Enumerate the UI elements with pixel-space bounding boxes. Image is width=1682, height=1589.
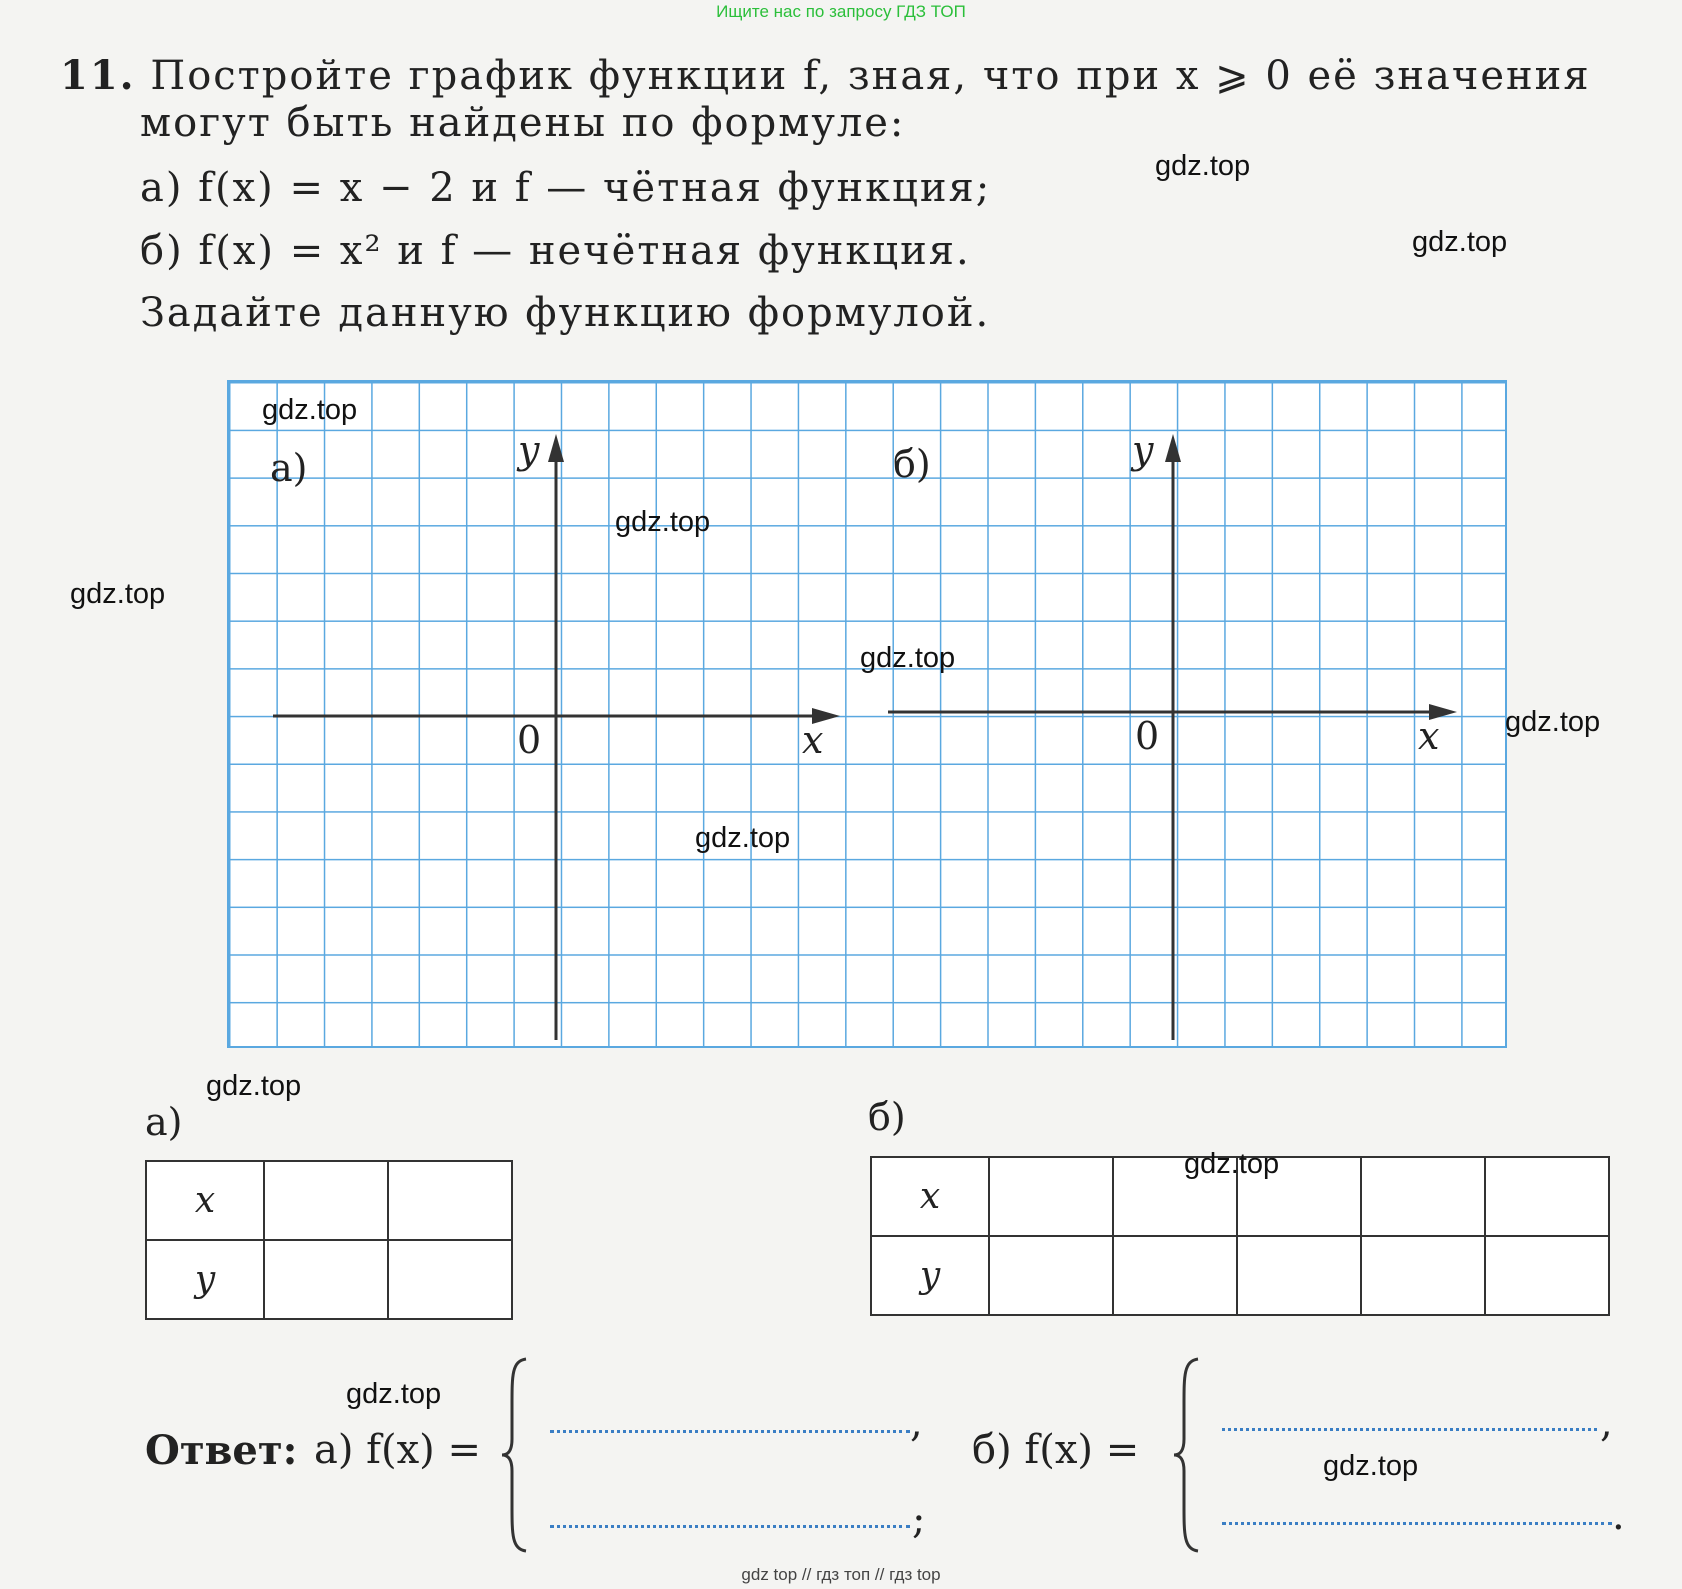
table-a-y-header: y bbox=[146, 1240, 264, 1319]
task-line-2: могут быть найдены по формуле: bbox=[140, 100, 906, 146]
task-item-b: б) f(x) = x² и f — нечётная функция. bbox=[140, 228, 971, 274]
answer-b-line-1[interactable] bbox=[1222, 1428, 1597, 1431]
table-b-cell[interactable] bbox=[1485, 1236, 1609, 1315]
answer-a-prefix: а) f(x) = bbox=[314, 1427, 481, 1473]
answer-b-brace bbox=[1172, 1355, 1202, 1555]
watermark: gdz.top bbox=[1323, 1450, 1419, 1482]
watermark: gdz.top bbox=[1155, 150, 1251, 182]
bottom-banner[interactable]: gdz top // гдз топ // гдз top bbox=[741, 1565, 941, 1584]
table-a-cell[interactable] bbox=[264, 1240, 388, 1319]
graph-a-x-label: x bbox=[802, 718, 824, 762]
task-line-last: Задайте данную функцию формулой. bbox=[140, 290, 991, 336]
answer-a-line-1[interactable] bbox=[550, 1430, 910, 1433]
table-b-cell[interactable] bbox=[1113, 1236, 1237, 1315]
watermark: gdz.top bbox=[615, 506, 711, 538]
watermark: gdz.top bbox=[1505, 706, 1601, 738]
table-a bbox=[145, 1160, 513, 1320]
answer-b-comma: , bbox=[1600, 1400, 1613, 1446]
watermark: gdz.top bbox=[346, 1378, 442, 1410]
graph-a-origin: 0 bbox=[517, 718, 542, 762]
task-number: 11. bbox=[60, 52, 136, 99]
graph-a-y-label: y bbox=[518, 428, 540, 472]
watermark: gdz.top bbox=[206, 1070, 302, 1102]
table-b-cell[interactable] bbox=[989, 1157, 1113, 1236]
task-line-1-text: Постройте график функции f, зная, что при x ⩾ 0 её значения bbox=[150, 53, 1591, 99]
answer-a-semicolon: ; bbox=[912, 1497, 926, 1543]
table-a-cell[interactable] bbox=[264, 1161, 388, 1240]
answer-a-brace bbox=[500, 1355, 530, 1555]
y-arrow-a bbox=[548, 434, 564, 462]
graph-b-y-label: y bbox=[1132, 428, 1154, 472]
graph-a-label: а) bbox=[270, 446, 308, 490]
watermark: gdz.top bbox=[70, 578, 166, 610]
table-a-x-header: x bbox=[146, 1161, 264, 1240]
answer-b-line-2[interactable] bbox=[1222, 1522, 1612, 1525]
answer-a-line-2[interactable] bbox=[550, 1525, 910, 1528]
table-a-cell[interactable] bbox=[388, 1161, 512, 1240]
table-b-x-header: x bbox=[871, 1157, 989, 1236]
watermark: gdz.top bbox=[860, 642, 956, 674]
watermark: gdz.top bbox=[695, 822, 791, 854]
task-item-a: а) f(x) = x − 2 и f — чётная функция; bbox=[140, 165, 992, 211]
table-a-cell[interactable] bbox=[388, 1240, 512, 1319]
graph-b-origin: 0 bbox=[1135, 714, 1160, 758]
graph-b-label: б) bbox=[893, 442, 931, 486]
watermark: gdz.top bbox=[1184, 1148, 1280, 1180]
table-b-cell[interactable] bbox=[1237, 1236, 1361, 1315]
top-banner[interactable]: Ищите нас по запросу ГДЗ ТОП bbox=[716, 2, 966, 21]
table-b-cell[interactable] bbox=[989, 1236, 1113, 1315]
graph-b-x-label: x bbox=[1418, 714, 1440, 758]
table-b-label: б) bbox=[868, 1095, 906, 1139]
table-b-y-header: y bbox=[871, 1236, 989, 1315]
answer-a-comma: , bbox=[910, 1400, 923, 1446]
table-b-cell[interactable] bbox=[1485, 1157, 1609, 1236]
watermark: gdz.top bbox=[1412, 226, 1508, 258]
answer-label: Ответ: bbox=[145, 1427, 298, 1474]
table-b-cell[interactable] bbox=[1361, 1236, 1485, 1315]
table-b-cell[interactable] bbox=[1361, 1157, 1485, 1236]
watermark: gdz.top bbox=[262, 394, 358, 426]
table-a-label: а) bbox=[145, 1100, 183, 1144]
y-arrow-b bbox=[1165, 434, 1181, 462]
answer-b-prefix: б) f(x) = bbox=[972, 1427, 1140, 1473]
answer-b-period: . bbox=[1612, 1493, 1625, 1539]
